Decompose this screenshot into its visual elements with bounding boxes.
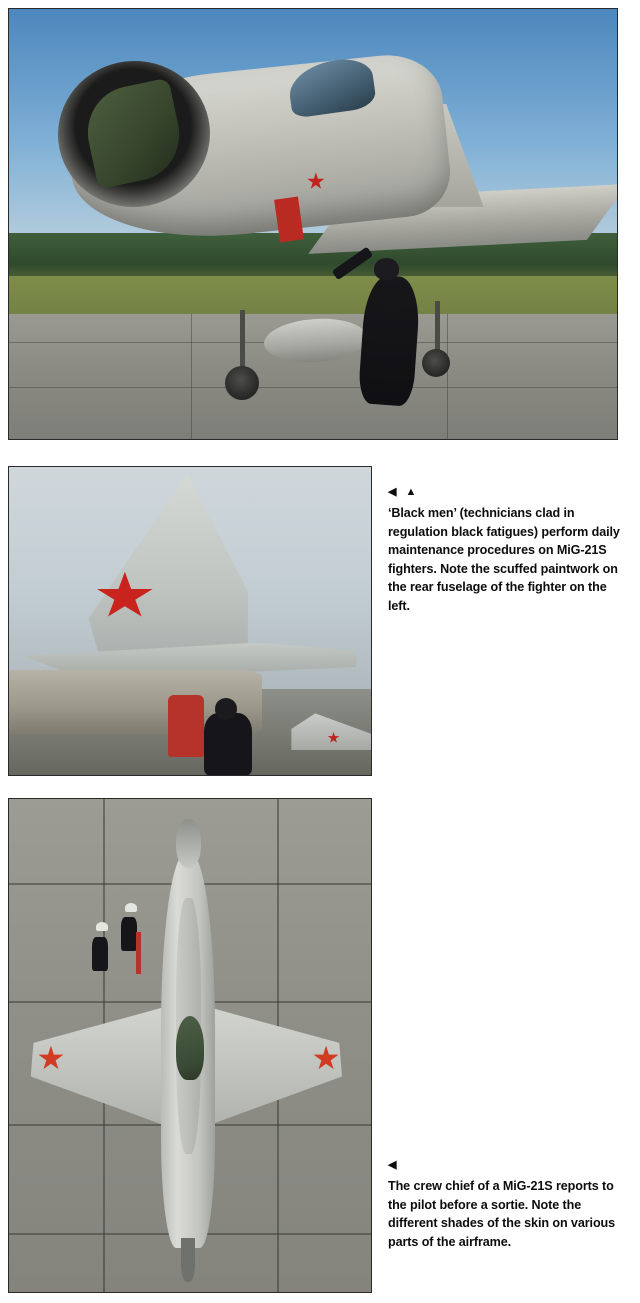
caption-arrows: ◀ ▲ (388, 486, 420, 498)
photo-mig21-overhead (8, 798, 372, 1293)
aircraft-canopy (176, 1016, 205, 1080)
caption-top-block (388, 487, 624, 615)
apron-seam (9, 387, 617, 388)
caption-text: The crew chief of a MiG-21S reports to the pilot before a sortie. Note the different shades of the skin on various parts of the airframe. (388, 1179, 616, 1249)
caption-arrows: ◀ (388, 1159, 400, 1171)
technician-head (374, 258, 400, 280)
photo-mig21-tail (8, 466, 372, 776)
red-protective-cover (168, 695, 204, 757)
caption-bottom-block (388, 1160, 624, 1251)
technician-figure (204, 713, 251, 775)
crew-chief-figure (92, 937, 108, 971)
apron-seam (191, 314, 192, 439)
aircraft-nose-cone (176, 819, 201, 868)
crew-chief-cap (96, 922, 108, 931)
aircraft-exhaust-nozzle (181, 1238, 195, 1282)
photo-mig21-front-quarter (8, 8, 618, 440)
technician-head (215, 698, 237, 720)
caption-text: ‘Black men’ (technicians clad in regulation black fatigues) perform daily maintenance procedures on MiG-21S fighters. Note the scuffed paintwork on the rear fuselage of the fighter on the left. (388, 506, 620, 613)
nose-wheel (225, 366, 259, 400)
apron-seam (447, 314, 448, 439)
pilot-cap (125, 903, 137, 912)
boarding-ladder (136, 932, 141, 974)
main-wheel (422, 349, 450, 377)
